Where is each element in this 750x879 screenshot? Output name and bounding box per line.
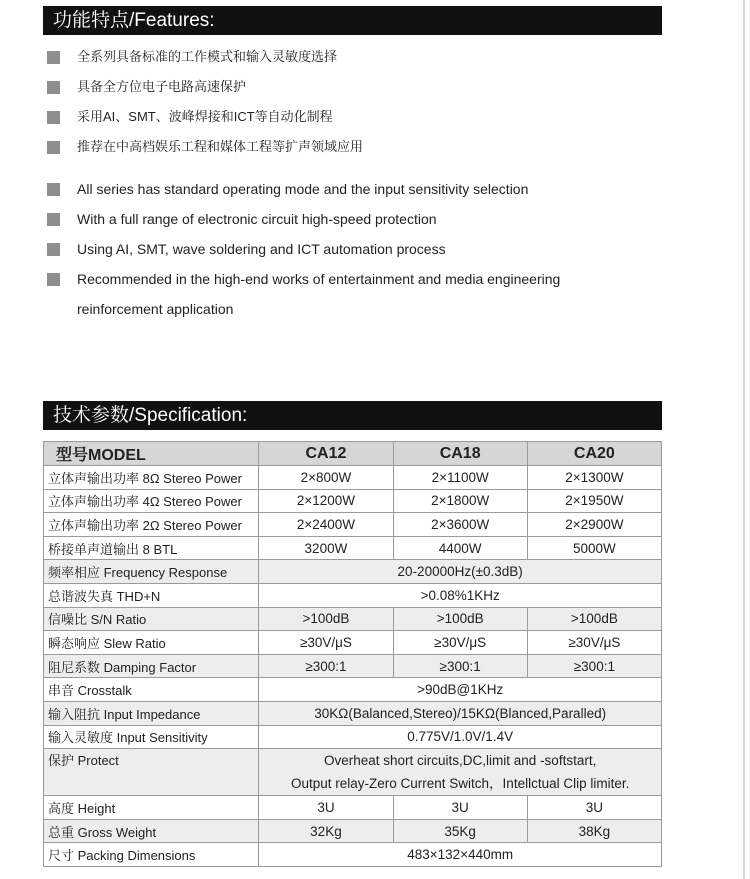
cell-value: 32Kg — [259, 819, 393, 843]
page-right-border — [743, 0, 745, 879]
row-label: 保护 Protect — [44, 749, 259, 796]
row-label: 输入灵敏度 Input Sensitivity — [44, 725, 259, 749]
row-label: 信噪比 S/N Ratio — [44, 607, 259, 631]
table-row — [44, 749, 662, 796]
row-label: 总重 Gross Weight — [44, 819, 259, 843]
cell-value: 0.775V/1.0V/1.4V — [259, 725, 662, 749]
table-row — [44, 466, 662, 490]
list-item: All series has standard operating mode and the input sensitivity selection — [47, 178, 667, 208]
row-label: 立体声输出功率 8Ω Stereo Power — [44, 466, 259, 490]
cell-value: 2×3600W — [393, 513, 527, 537]
cell-value: ≥30V/μS — [393, 631, 527, 655]
row-label: 输入阻抗 Input Impedance — [44, 701, 259, 725]
square-bullet-icon — [47, 81, 60, 94]
header-model-ca12: CA12 — [259, 442, 393, 466]
table-row — [44, 583, 662, 607]
cell-value: >100dB — [393, 607, 527, 631]
square-bullet-icon — [47, 273, 60, 286]
table-row — [44, 819, 662, 843]
table-row — [44, 513, 662, 537]
cell-value: >100dB — [259, 607, 393, 631]
table-row — [44, 560, 662, 584]
row-label: 立体声输出功率 4Ω Stereo Power — [44, 489, 259, 513]
list-item: 具备全方位电子电路高速保护 — [47, 76, 667, 106]
cell-value: >100dB — [527, 607, 661, 631]
cell-value: 3U — [259, 796, 393, 820]
cell-value: 2×1950W — [527, 489, 661, 513]
row-label: 立体声输出功率 2Ω Stereo Power — [44, 513, 259, 537]
list-item: With a full range of electronic circuit high-speed protection — [47, 208, 667, 238]
table-row — [44, 701, 662, 725]
cell-value: 2×800W — [259, 466, 393, 490]
row-label: 串音 Crosstalk — [44, 678, 259, 702]
cell-value: 3U — [527, 796, 661, 820]
cell-value: ≥30V/μS — [527, 631, 661, 655]
cell-value: 2×1100W — [393, 466, 527, 490]
cell-value: >90dB@1KHz — [259, 678, 662, 702]
specification-heading: 技术参数/Specification: — [43, 401, 662, 430]
header-model-ca20: CA20 — [527, 442, 661, 466]
square-bullet-icon — [47, 243, 60, 256]
table-row — [44, 725, 662, 749]
cell-value: 20-20000Hz(±0.3dB) — [259, 560, 662, 584]
cell-value: 2×2400W — [259, 513, 393, 537]
header-model-label: 型号MODEL — [44, 442, 259, 466]
specification-table — [43, 441, 662, 867]
table-row — [44, 654, 662, 678]
table-row — [44, 489, 662, 513]
cell-value: 2×2900W — [527, 513, 661, 537]
cell-value: Overheat short circuits,DC,limit and -softstart, Output relay-Zero Current Switch，Intellctual Clip limiter. — [259, 749, 662, 796]
row-label: 总谐波失真 THD+N — [44, 583, 259, 607]
list-item: 推荐在中高档娱乐工程和媒体工程等扩声领域应用 — [47, 136, 667, 166]
table-row — [44, 678, 662, 702]
square-bullet-icon — [47, 51, 60, 64]
cell-value: ≥30V/μS — [259, 631, 393, 655]
row-label: 瞬态响应 Slew Ratio — [44, 631, 259, 655]
square-bullet-icon — [47, 111, 60, 124]
features-heading: 功能特点/Features: — [43, 6, 662, 35]
row-label: 尺寸 Packing Dimensions — [44, 843, 259, 867]
features-list-chinese — [47, 46, 667, 166]
cell-value: ≥300:1 — [527, 654, 661, 678]
table-row — [44, 631, 662, 655]
row-label: 频率相应 Frequency Response — [44, 560, 259, 584]
list-item: 全系列具备标准的工作模式和输入灵敏度选择 — [47, 46, 667, 76]
cell-value: 3U — [393, 796, 527, 820]
table-row — [44, 796, 662, 820]
table-row — [44, 843, 662, 867]
cell-value: 30KΩ(Balanced,Stereo)/15KΩ(Blanced,Paralled) — [259, 701, 662, 725]
list-item: Recommended in the high-end works of entertainment and media engineering reinforcement application — [47, 264, 667, 324]
cell-value: 2×1300W — [527, 466, 661, 490]
cell-value: 483×132×440mm — [259, 843, 662, 867]
row-label: 高度 Height — [44, 796, 259, 820]
cell-value: ≥300:1 — [259, 654, 393, 678]
list-item: 采用AI、SMT、波峰焊接和ICT等自动化制程 — [47, 106, 667, 136]
cell-value: 2×1800W — [393, 489, 527, 513]
row-label: 桥接单声道输出 8 BTL — [44, 536, 259, 560]
cell-value: 5000W — [527, 536, 661, 560]
square-bullet-icon — [47, 141, 60, 154]
cell-value: 3200W — [259, 536, 393, 560]
cell-value: 2×1200W — [259, 489, 393, 513]
square-bullet-icon — [47, 213, 60, 226]
square-bullet-icon — [47, 183, 60, 196]
cell-value: 38Kg — [527, 819, 661, 843]
table-row — [44, 607, 662, 631]
list-item: Using AI, SMT, wave soldering and ICT automation process — [47, 238, 667, 268]
table-row — [44, 536, 662, 560]
cell-value: 4400W — [393, 536, 527, 560]
cell-value: ≥300:1 — [393, 654, 527, 678]
table-header-row — [44, 442, 662, 466]
row-label: 阻尼系数 Damping Factor — [44, 654, 259, 678]
cell-value: 35Kg — [393, 819, 527, 843]
header-model-ca18: CA18 — [393, 442, 527, 466]
cell-value: >0.08%1KHz — [259, 583, 662, 607]
features-list-english — [47, 178, 667, 324]
